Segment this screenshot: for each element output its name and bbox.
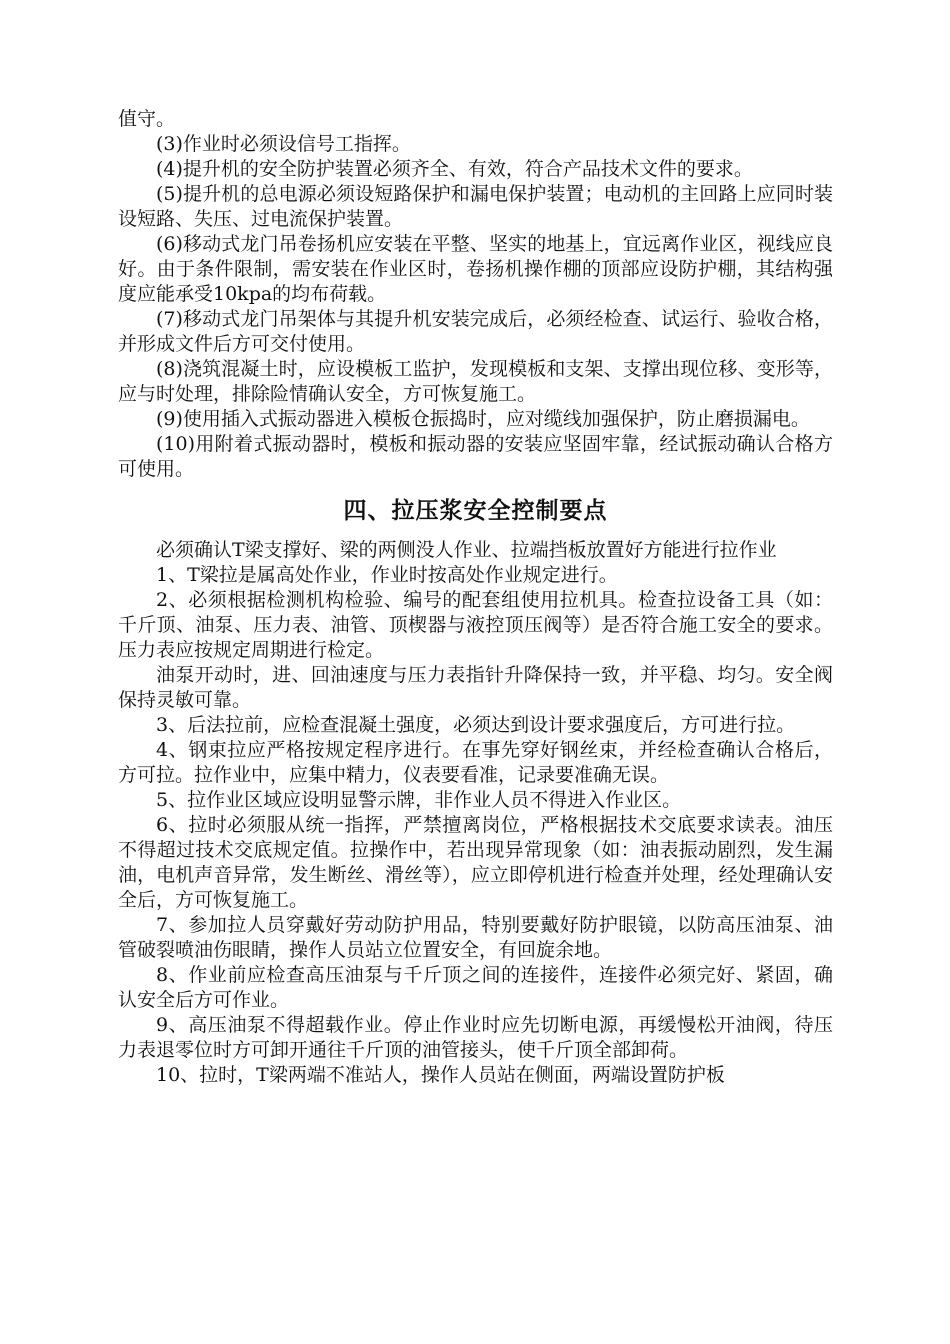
list-item: 5、拉作业区域应设明显警示牌，非作业人员不得进入作业区。: [156, 789, 682, 811]
list-item: (8)浇筑混凝土时，应设模板工监护，发现模板和支架、支撑出现位移、变形等，应与时处理，排除险情确认安全，方可恢复施工。: [118, 358, 833, 405]
list-item: (10)用附着式振动器时，模板和振动器的安装应坚固牢靠，经试振动确认合格方可使用。: [118, 433, 833, 480]
list-item: (5)提升机的总电源必须设短路保护和漏电保护装置；电动机的主回路上应同时装设短路、失压、过电流保护装置。: [118, 183, 833, 230]
list-item: 1、T梁拉是属高处作业，作业时按高处作业规定进行。: [156, 564, 618, 586]
list-item: (4)提升机的安全防护装置必须齐全、有效，符合产品技术文件的要求。: [156, 158, 753, 180]
list-item: 6、拉时必须服从统一指挥，严禁擅离岗位，严格根据技术交底要求读表。油压不得超过技术交底规定值。拉操作中，若出现异常现象（如：油表振动剧烈，发生漏油，电机声音异常，发生断丝、滑丝等），应立即停机进行检查并处理，经处理确认安全后，方可恢复施工。: [118, 814, 833, 911]
list-item: 8、作业前应检查高压油泵与千斤顶之间的连接件，连接件必须完好、紧固，确认安全后方可作业。: [118, 964, 833, 1011]
intro-paragraph: 必须确认T梁支撑好、梁的两侧没人作业、拉端挡板放置好方能进行拉作业: [156, 539, 777, 561]
list-item: (6)移动式龙门吊卷扬机应安装在平整、坚实的地基上，宜远离作业区，视线应良好。由于条件限制，需安装在作业区时，卷扬机操作棚的顶部应设防护棚，其结构强度应能承受10kpa的均布荷载。: [118, 233, 833, 305]
list-item: (9)使用插入式振动器进入模板仓振捣时，应对缆线加强保护，防止磨损漏电。: [156, 408, 810, 430]
continuation-text: 值守。: [118, 108, 176, 130]
list-item: 7、参加拉人员穿戴好劳动防护用品，特别要戴好防护眼镜，以防高压油泵、油管破裂喷油伤眼睛，操作人员站立位置安全，有回旋余地。: [118, 914, 833, 961]
list-item: 10、拉时，T梁两端不准站人，操作人员站在侧面，两端设置防护板: [156, 1064, 725, 1086]
list-item: 9、高压油泵不得超载作业。停止作业时应先切断电源，再缓慢松开油阀，待压力表退零位时方可卸开通往千斤顶的油管接头，使千斤顶全部卸荷。: [118, 1014, 833, 1061]
document-page: [118, 107, 833, 1088]
list-item: (7)移动式龙门吊架体与其提升机安装完成后，必须经检查、试运行、验收合格，并形成文件后方可交付使用。: [118, 308, 833, 355]
section-heading: 四、拉压浆安全控制要点: [343, 498, 608, 524]
list-item: (3)作业时必须设信号工指挥。: [156, 133, 411, 155]
list-item: 3、后法拉前，应检查混凝土强度，必须达到设计要求强度后，方可进行拉。: [156, 714, 796, 736]
list-item: 2、必须根据检测机构检验、编号的配套组使用拉机具。检查拉设备工具（如：千斤顶、油泵、压力表、油管、顶楔器与液控顶压阀等）是否符合施工安全的要求。压力表应按规定周期进行检定。: [118, 589, 833, 661]
list-item: 4、钢束拉应严格按规定程序进行。在事先穿好钢丝束，并经检查确认合格后，方可拉。拉作业中，应集中精力，仪表要看准，记录要准确无误。: [118, 739, 833, 786]
body-paragraph: 油泵开动时，进、回油速度与压力表指针升降保持一致，并平稳、均匀。安全阀保持灵敏可靠。: [118, 664, 833, 711]
